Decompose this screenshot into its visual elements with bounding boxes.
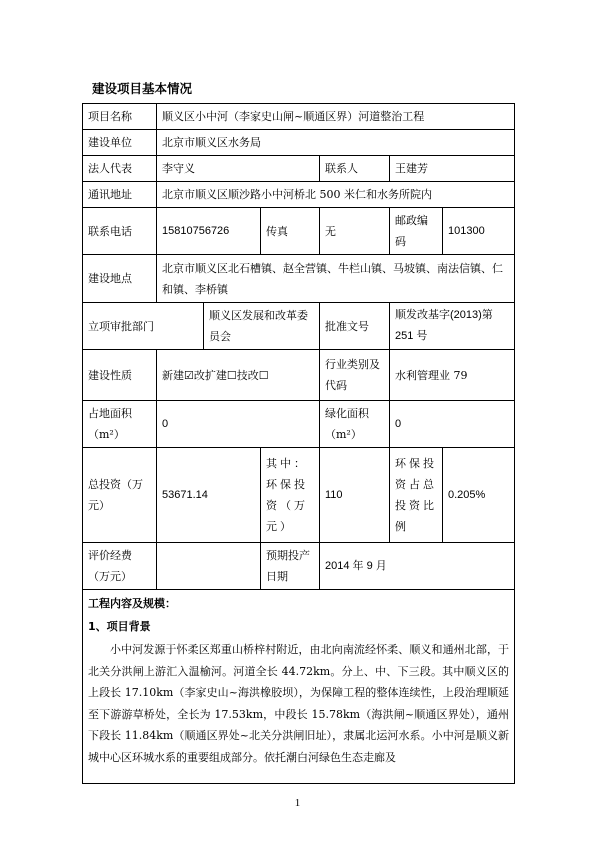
label-approval: 立项审批部门: [83, 303, 204, 350]
value-builder: 北京市顺义区水务局: [157, 130, 515, 156]
label-builder: 建设单位: [83, 130, 157, 156]
value-industry: 水利管理业 79: [390, 350, 515, 401]
label-address: 通讯地址: [83, 182, 157, 208]
page-number: 1: [294, 797, 301, 809]
label-industry: 行业类别及代码: [320, 350, 390, 401]
label-nature: 建设性质: [83, 350, 157, 401]
row-eval: [83, 543, 515, 590]
value-env-ratio: 0.205%: [443, 448, 515, 543]
row-investment: [83, 448, 515, 543]
row-location: [83, 255, 515, 303]
basic-info-table: [82, 103, 515, 784]
row-content: [83, 590, 515, 784]
content-cell: [83, 590, 515, 784]
value-approval-doc: 顺发改基字(2013)第 251 号: [390, 303, 515, 350]
row-approval: [83, 303, 515, 350]
label-area: 占地面积（m²）: [83, 401, 157, 448]
content-heading: 工程内容及规模：: [88, 597, 176, 610]
value-env-investment: 110: [320, 448, 390, 543]
label-legal-rep: 法人代表: [83, 156, 157, 182]
label-total-investment: 总投资（万元）: [83, 448, 157, 543]
value-eval-fee: [157, 543, 261, 590]
label-production-date: 预期投产日期: [261, 543, 320, 590]
label-fax: 传真: [261, 208, 320, 255]
label-approval-doc: 批准文号: [320, 303, 390, 350]
row-area: [83, 401, 515, 448]
section-title: 建设项目基本情况: [92, 81, 193, 96]
row-address: [83, 182, 515, 208]
section-heading: 1、项目背景: [88, 620, 151, 633]
value-total-investment: 53671.14: [157, 448, 261, 543]
label-env-investment: 其中：环保投资（万元）: [261, 448, 320, 543]
label-project-name: 项目名称: [83, 104, 157, 130]
value-fax: 无: [320, 208, 390, 255]
label-eval-fee: 评价经费（万元）: [83, 543, 157, 590]
row-project-name: [83, 104, 515, 130]
value-phone: 15810756726: [157, 208, 261, 255]
value-production-date: 2014 年 9 月: [320, 543, 515, 590]
background-paragraph: 小中河发源于怀柔区郑重山桥梓村附近，由北向南流经怀柔、顺义和通州北部，于北关分洪闸上游汇入温榆河。河道全长 44.72km。分上、中、下三段。其中顺义区的上段长 17.10km（李家史山~海洪橡胶坝），为保障工程的整体连续性，上段治理顺延至下游游草桥处，全长为 17.53km，中段长 15.78km（海洪闸~顺通区界处），通州下段长 11.84km（顺通区界处~北关分洪闸旧址），隶属北运河水系。小中河是顺义新城中心区环城水系的重要组成部分。依托潮白河绿色生态走廊及: [88, 643, 510, 764]
value-legal-rep: 李守义: [157, 156, 320, 182]
value-address: 北京市顺义区顺沙路小中河桥北 500 米仁和水务所院内: [157, 182, 515, 208]
row-nature: [83, 350, 515, 401]
row-builder: [83, 130, 515, 156]
row-phone: [83, 208, 515, 255]
value-nature: 新建☑改扩建☐技改☐: [157, 350, 320, 401]
label-env-ratio: 环保投资占总投资比例: [390, 448, 443, 543]
label-phone: 联系电话: [83, 208, 157, 255]
value-contact: 王建芳: [390, 156, 515, 182]
value-location: 北京市顺义区北石槽镇、赵全营镇、牛栏山镇、马坡镇、南法信镇、仁和镇、李桥镇: [157, 255, 515, 303]
row-legal-rep: [83, 156, 515, 182]
value-postcode: 101300: [443, 208, 515, 255]
value-area: 0: [157, 401, 320, 448]
label-location: 建设地点: [83, 255, 157, 303]
value-approval-dept: 顺义区发展和改革委员会: [204, 303, 320, 350]
label-green-area: 绿化面积（m²）: [320, 401, 390, 448]
value-green-area: 0: [390, 401, 515, 448]
label-contact: 联系人: [320, 156, 390, 182]
label-postcode: 邮政编码: [390, 208, 443, 255]
value-project-name: 顺义区小中河（李家史山闸~顺通区界）河道整治工程: [157, 104, 515, 130]
